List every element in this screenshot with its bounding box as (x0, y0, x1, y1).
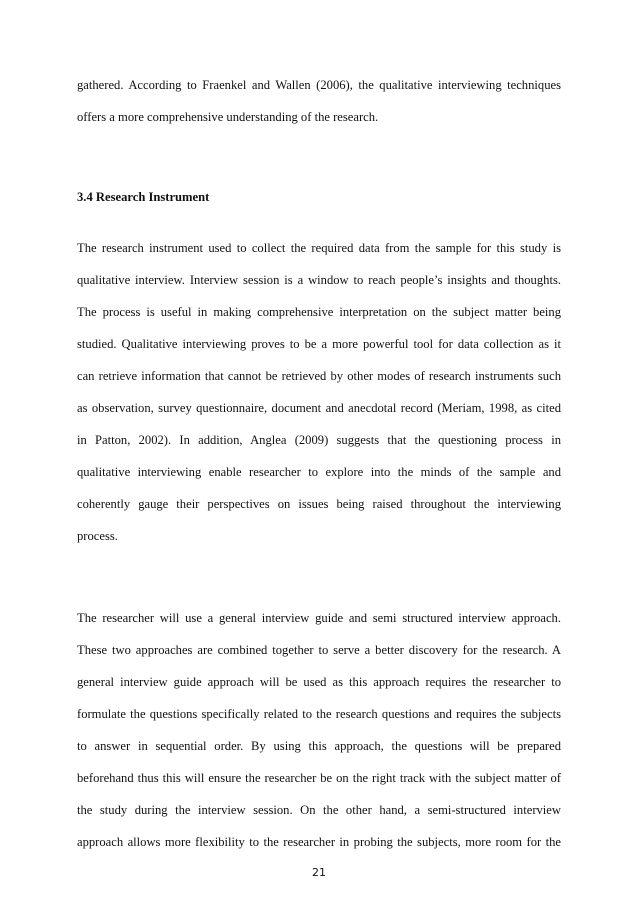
text-line: qualitative interview. Interview session is a window to reach people’s insights and thoughts. (77, 273, 561, 287)
section-heading: 3.4 Research Instrument (77, 190, 210, 204)
text-line: as observation, survey questionnaire, document and anecdotal record (Meriam, 1998, as cited (77, 401, 561, 415)
text-line: approach allows more flexibility to the researcher in probing the subjects, more room for the (77, 835, 561, 849)
text-line: coherently gauge their perspectives on issues being raised throughout the interviewing (77, 497, 561, 511)
text-line: can retrieve information that cannot be retrieved by other modes of research instruments such (77, 369, 561, 383)
text-line: formulate the questions specifically related to the research questions and requires the subjects (77, 707, 561, 721)
text-line: in Patton, 2002). In addition, Anglea (2009) suggests that the questioning process in (77, 433, 561, 447)
text-line: process. (77, 529, 118, 543)
text-line: the study during the interview session. On the other hand, a semi-structured interview (77, 803, 561, 817)
text-line: studied. Qualitative interviewing proves to be a more powerful tool for data collection as it (77, 337, 561, 351)
text-line: general interview guide approach will be used as this approach requires the researcher to (77, 675, 561, 689)
text-line: beforehand thus this will ensure the researcher be on the right track with the subject matter of (77, 771, 561, 785)
page-number: 21 (312, 866, 326, 879)
text-line: to answer in sequential order. By using this approach, the questions will be prepared (77, 739, 561, 753)
text-line: The process is useful in making comprehensive interpretation on the subject matter being (77, 305, 561, 319)
text-line: These two approaches are combined together to serve a better discovery for the research. A (77, 643, 561, 657)
text-line: The research instrument used to collect the required data from the sample for this study is (77, 241, 561, 255)
text-line: qualitative interviewing enable researcher to explore into the minds of the sample and (77, 465, 561, 479)
text-line: offers a more comprehensive understanding of the research. (77, 110, 379, 124)
text-line: The researcher will use a general interview guide and semi structured interview approach. (77, 611, 561, 625)
text-line: gathered. According to Fraenkel and Wallen (2006), the qualitative interviewing techniques (77, 78, 561, 92)
